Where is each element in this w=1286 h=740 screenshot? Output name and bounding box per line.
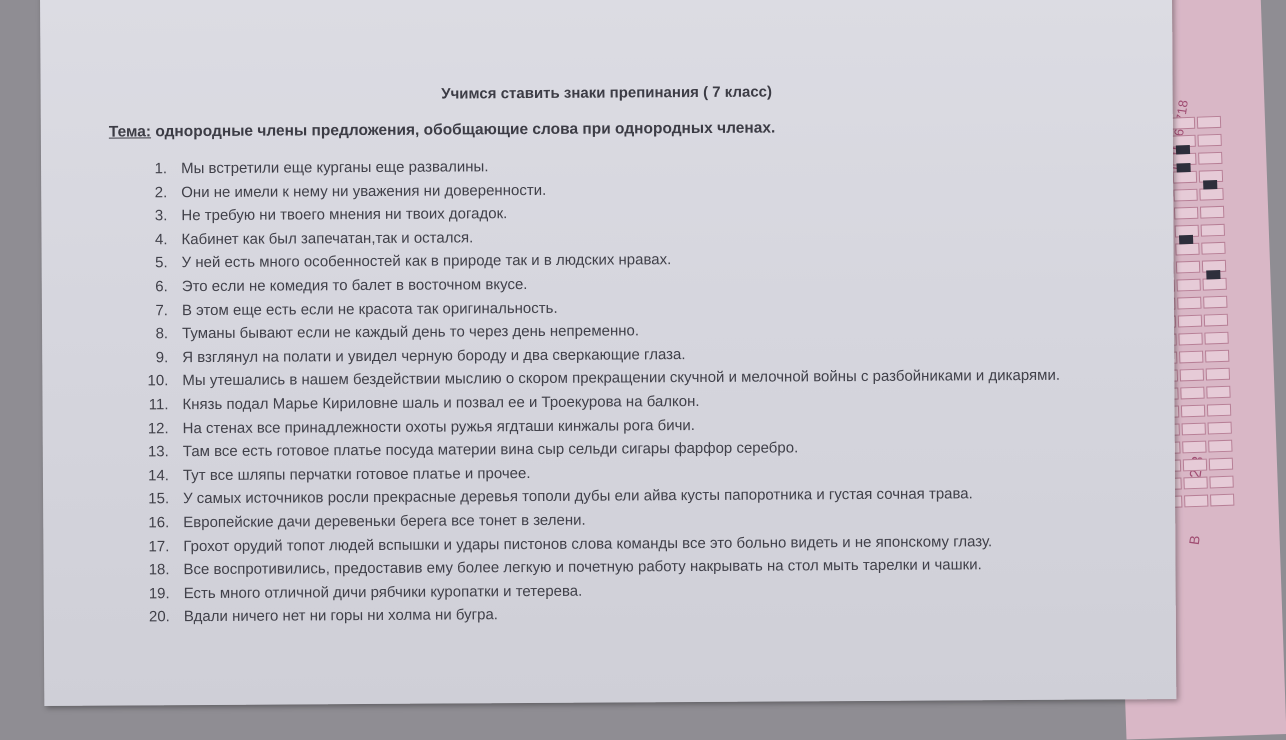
sentence-text: Европейские дачи деревеньки берега все тонет в зелени. bbox=[183, 511, 586, 532]
form-cell bbox=[1208, 422, 1232, 435]
sentence-text: Там все есть готовое платье посуда материи вина сыр сельди сигары фарфор серебро. bbox=[182, 439, 799, 461]
sentence-number: 10. bbox=[147, 372, 169, 390]
form-filled-mark bbox=[1176, 145, 1190, 154]
sentence-number: 1. bbox=[154, 160, 168, 178]
form-cell bbox=[1178, 333, 1202, 346]
form-cell bbox=[1176, 279, 1200, 292]
worksheet-topic bbox=[109, 120, 776, 142]
form-cell bbox=[1175, 243, 1199, 256]
form-cell bbox=[1178, 315, 1202, 328]
worksheet-title: Учимся ставить знаки препинания ( 7 класс) bbox=[441, 83, 773, 103]
form-cell bbox=[1179, 351, 1203, 364]
form-cell bbox=[1203, 296, 1227, 309]
sentence-text: Вдали ничего нет ни горы ни холма ни бугра. bbox=[183, 606, 498, 626]
sentence-text: У ней есть много особенностей как в природе так и в людских нравах. bbox=[181, 251, 672, 272]
sentence-number: 6. bbox=[155, 278, 168, 296]
sentence-number: 16. bbox=[148, 514, 170, 532]
sentence-number: 14. bbox=[148, 466, 169, 485]
sentence-text: Грохот орудий топот людей вспышки и удары пистонов слова команды все это больно видеть и не японскому глазу. bbox=[183, 532, 993, 555]
sentence-text: Не требую ни твоего мнения ни твоих догадок. bbox=[181, 205, 508, 225]
sentence-text: Князь подал Марье Кириловне шаль и позвал ее и Троекурова на балкон. bbox=[182, 392, 700, 414]
form-cell bbox=[1204, 332, 1228, 345]
form-cell bbox=[1183, 477, 1207, 490]
worksheet-page bbox=[40, 0, 1176, 706]
sentence-number: 15. bbox=[148, 490, 170, 508]
form-letter: В bbox=[1185, 534, 1203, 546]
sentence-number: 5. bbox=[155, 254, 168, 272]
form-cell bbox=[1180, 387, 1204, 400]
sentence-number: 19. bbox=[148, 584, 170, 603]
sentence-number: 9. bbox=[155, 348, 169, 367]
form-cell bbox=[1201, 242, 1225, 255]
form-cell bbox=[1171, 117, 1195, 130]
form-cell bbox=[1180, 369, 1204, 382]
sentence-text: На стенах все принадлежности охоты ружья ягдташи кинжалы рога бичи. bbox=[182, 416, 696, 437]
form-cell bbox=[1173, 171, 1197, 184]
sentence-number: 8. bbox=[155, 325, 169, 343]
sentence-number: 7. bbox=[155, 301, 168, 319]
form-cell bbox=[1181, 405, 1205, 418]
form-cell bbox=[1208, 440, 1232, 453]
form-cell bbox=[1206, 386, 1230, 399]
sentence-text: В этом еще есть если не красота так оригинальность. bbox=[181, 299, 558, 319]
sentence-text: Я взглянул на полати и увидел черную бороду и два сверкающие глаза. bbox=[182, 345, 686, 366]
sentence-text: Все воспротивились, предоставив ему более легкую и почетную работу накрывать на стол мыть тарелки и чашки. bbox=[183, 556, 982, 579]
sentence-number: 11. bbox=[148, 396, 169, 414]
sentence-list bbox=[95, 151, 1118, 629]
form-cell bbox=[1173, 189, 1197, 202]
form-filled-mark bbox=[1176, 163, 1190, 172]
form-digits-bottom: 2 bbox=[1187, 468, 1206, 480]
form-cell bbox=[1210, 494, 1234, 507]
sentence-text: Они не имели к нему ни уважения ни доверенности. bbox=[181, 181, 547, 201]
form-cell bbox=[1206, 368, 1230, 381]
form-cell bbox=[1176, 261, 1200, 274]
sentence-number: 2. bbox=[154, 183, 168, 201]
sentence-number: 12. bbox=[147, 419, 169, 437]
form-cell bbox=[1205, 350, 1229, 363]
form-filled-mark bbox=[1179, 235, 1193, 244]
topic-text: однородные члены предложения, обобщающие слова при однородных членах. bbox=[150, 119, 776, 141]
form-cell bbox=[1182, 423, 1206, 436]
form-cell bbox=[1209, 458, 1233, 471]
form-cell bbox=[1183, 459, 1207, 472]
form-cell bbox=[1197, 116, 1221, 129]
sentence-number: 3. bbox=[154, 207, 168, 225]
form-cell bbox=[1184, 495, 1208, 508]
form-cell bbox=[1182, 441, 1206, 454]
topic-label: Тема: bbox=[108, 123, 152, 141]
sentence-number: 18. bbox=[148, 561, 170, 579]
form-filled-mark bbox=[1203, 180, 1217, 189]
form-cell bbox=[1199, 188, 1223, 201]
form-cell bbox=[1198, 152, 1222, 165]
form-cell bbox=[1200, 206, 1224, 219]
sentence-text: Мы утешались в нашем бездействии мыслию о скором прекращении скучной и мелочной войны с разбойниками и дикарями. bbox=[182, 367, 1061, 390]
sentence-text: Есть много отличной дичи рябчики куропатки и тетерева. bbox=[183, 582, 583, 602]
form-cell bbox=[1177, 297, 1201, 310]
form-cell bbox=[1197, 134, 1221, 147]
sentence-text: Это если не комедия то балет в восточном вкусе. bbox=[181, 275, 528, 296]
sentence-number: 17. bbox=[148, 537, 170, 555]
sentence-number: 13. bbox=[147, 443, 169, 461]
sentence-text: Тут все шляпы перчатки готовое платье и прочее. bbox=[182, 464, 531, 484]
sentence-number: 4. bbox=[154, 231, 168, 249]
form-cell bbox=[1204, 314, 1228, 327]
sentence-text: У самых источников росли прекрасные деревья тополи дубы ели айва кусты папоротника и густая сочная трава. bbox=[183, 485, 973, 508]
form-cell bbox=[1201, 224, 1225, 237]
form-cell bbox=[1174, 207, 1198, 220]
form-cell bbox=[1202, 278, 1226, 291]
form-cell bbox=[1207, 404, 1231, 417]
sentence-item bbox=[98, 600, 1118, 630]
sentence-text: Мы встретили еще курганы еще развалины. bbox=[181, 158, 489, 178]
form-filled-mark bbox=[1206, 270, 1220, 279]
sentence-number: 20. bbox=[148, 608, 170, 626]
sentence-text: Кабинет как был запечатан,так и остался. bbox=[181, 229, 474, 248]
sentence-text: Туманы бывают если не каждый день то через день непременно. bbox=[182, 322, 640, 343]
form-cell bbox=[1209, 476, 1233, 489]
